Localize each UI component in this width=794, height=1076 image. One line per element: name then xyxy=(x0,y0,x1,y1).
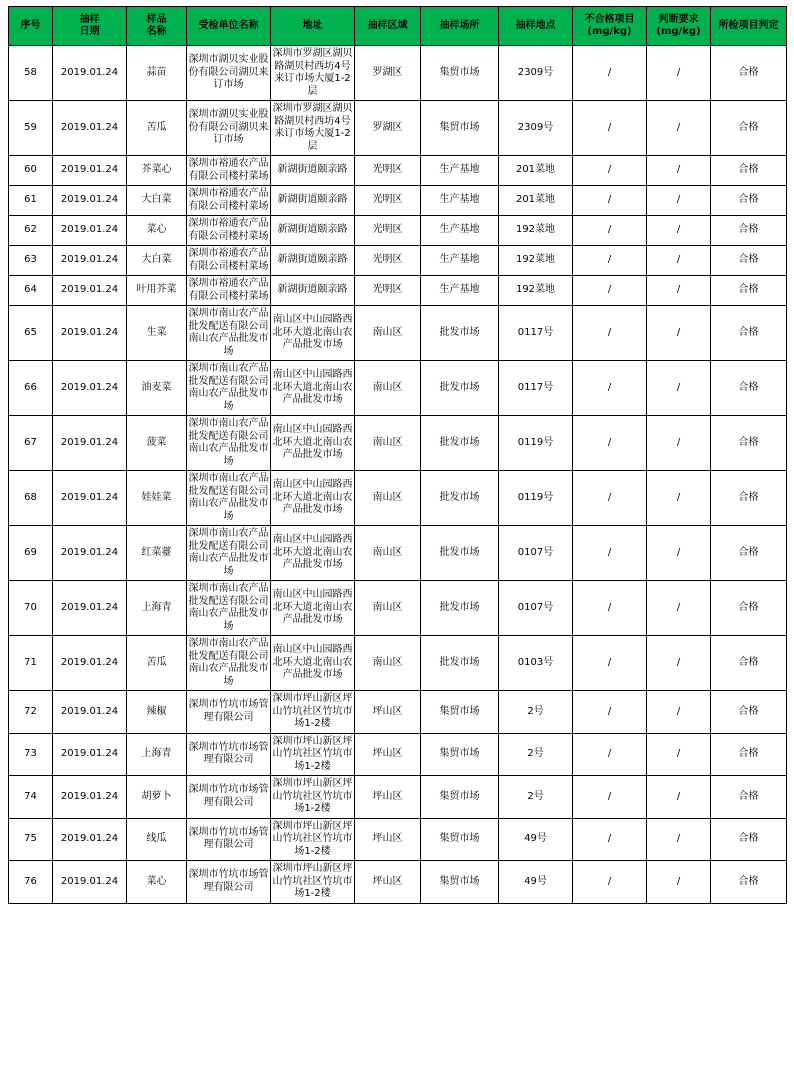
cell-inspected-unit: 深圳市南山农产品批发配送有限公司南山农产品批发市场 xyxy=(187,636,271,691)
cell-place: 集贸市场 xyxy=(421,101,499,156)
cell-conclusion: 合格 xyxy=(711,691,787,734)
cell-address: 南山区中山园路西北环大道北南山农产品批发市场 xyxy=(271,636,355,691)
cell-address: 深圳市坪山新区坪山竹坑社区竹坑市场1-2楼 xyxy=(271,691,355,734)
cell-unqualified: / xyxy=(573,46,647,101)
cell-location: 192菜地 xyxy=(499,246,573,276)
cell-place: 生产基地 xyxy=(421,276,499,306)
cell-place: 集贸市场 xyxy=(421,861,499,904)
table-row xyxy=(9,416,787,471)
column-header-date-line2: 日期 xyxy=(79,26,100,37)
cell-conclusion: 合格 xyxy=(711,101,787,156)
cell-inspected-unit: 深圳市竹坑市场管理有限公司 xyxy=(187,861,271,904)
cell-date: 2019.01.24 xyxy=(53,246,127,276)
cell-place: 批发市场 xyxy=(421,416,499,471)
cell-date: 2019.01.24 xyxy=(53,216,127,246)
cell-area: 南山区 xyxy=(355,471,421,526)
cell-judge-req: / xyxy=(647,471,711,526)
cell-sample-name: 叶用芥菜 xyxy=(127,276,187,306)
cell-sample-name: 苦瓜 xyxy=(127,101,187,156)
cell-inspected-unit: 深圳市湖贝实业股份有限公司湖贝来订市场 xyxy=(187,46,271,101)
cell-inspected-unit: 深圳市南山农产品批发配送有限公司南山农产品批发市场 xyxy=(187,471,271,526)
cell-judge-req: / xyxy=(647,636,711,691)
cell-judge-req: / xyxy=(647,101,711,156)
cell-unqualified: / xyxy=(573,186,647,216)
cell-inspected-unit: 深圳市裕通农产品有限公司楼村菜场 xyxy=(187,246,271,276)
cell-index: 67 xyxy=(9,416,53,471)
cell-place: 集贸市场 xyxy=(421,46,499,101)
table-header xyxy=(9,7,787,46)
cell-index: 64 xyxy=(9,276,53,306)
cell-address: 南山区中山园路西北环大道北南山农产品批发市场 xyxy=(271,471,355,526)
table-row xyxy=(9,636,787,691)
cell-conclusion: 合格 xyxy=(711,416,787,471)
cell-conclusion: 合格 xyxy=(711,526,787,581)
cell-location: 0119号 xyxy=(499,416,573,471)
table-row xyxy=(9,156,787,186)
cell-unqualified: / xyxy=(573,776,647,819)
cell-sample-name: 菜心 xyxy=(127,216,187,246)
cell-sample-name: 大白菜 xyxy=(127,246,187,276)
cell-area: 光明区 xyxy=(355,186,421,216)
cell-place: 集贸市场 xyxy=(421,818,499,861)
cell-address: 新湖街道颐亲路 xyxy=(271,276,355,306)
column-header-sample-name-line1: 样品 xyxy=(146,13,167,25)
cell-index: 59 xyxy=(9,101,53,156)
cell-sample-name: 胡萝卜 xyxy=(127,776,187,819)
cell-conclusion: 合格 xyxy=(711,186,787,216)
cell-index: 70 xyxy=(9,581,53,636)
cell-date: 2019.01.24 xyxy=(53,691,127,734)
cell-sample-name: 红菜薹 xyxy=(127,526,187,581)
cell-date: 2019.01.24 xyxy=(53,861,127,904)
cell-inspected-unit: 深圳市南山农产品批发配送有限公司南山农产品批发市场 xyxy=(187,581,271,636)
cell-area: 罗湖区 xyxy=(355,101,421,156)
cell-date: 2019.01.24 xyxy=(53,776,127,819)
cell-area: 南山区 xyxy=(355,636,421,691)
cell-area: 光明区 xyxy=(355,246,421,276)
cell-index: 76 xyxy=(9,861,53,904)
cell-index: 73 xyxy=(9,733,53,776)
cell-place: 生产基地 xyxy=(421,156,499,186)
cell-conclusion: 合格 xyxy=(711,46,787,101)
cell-judge-req: / xyxy=(647,186,711,216)
cell-date: 2019.01.24 xyxy=(53,276,127,306)
cell-place: 生产基地 xyxy=(421,216,499,246)
cell-inspected-unit: 深圳市湖贝实业股份有限公司湖贝来订市场 xyxy=(187,101,271,156)
cell-address: 深圳市罗湖区湖贝路湖贝村西坊4号来订市场大厦1-2层 xyxy=(271,46,355,101)
cell-index: 68 xyxy=(9,471,53,526)
cell-judge-req: / xyxy=(647,416,711,471)
cell-address: 南山区中山园路西北环大道北南山农产品批发市场 xyxy=(271,526,355,581)
cell-location: 0107号 xyxy=(499,526,573,581)
cell-date: 2019.01.24 xyxy=(53,101,127,156)
cell-index: 58 xyxy=(9,46,53,101)
cell-location: 192菜地 xyxy=(499,276,573,306)
cell-judge-req: / xyxy=(647,246,711,276)
cell-address: 南山区中山园路西北环大道北南山农产品批发市场 xyxy=(271,361,355,416)
cell-conclusion: 合格 xyxy=(711,471,787,526)
cell-address: 新湖街道颐亲路 xyxy=(271,246,355,276)
table-row xyxy=(9,216,787,246)
cell-judge-req: / xyxy=(647,46,711,101)
cell-area: 光明区 xyxy=(355,276,421,306)
column-header-place-line1: 抽样场所 xyxy=(439,19,480,31)
cell-judge-req: / xyxy=(647,691,711,734)
cell-unqualified: / xyxy=(573,861,647,904)
cell-index: 71 xyxy=(9,636,53,691)
cell-area: 坪山区 xyxy=(355,776,421,819)
table-body xyxy=(9,46,787,904)
column-header-index-line1: 序号 xyxy=(20,19,41,31)
cell-sample-name: 辣椒 xyxy=(127,691,187,734)
cell-inspected-unit: 深圳市裕通农产品有限公司楼村菜场 xyxy=(187,216,271,246)
table-row xyxy=(9,526,787,581)
cell-inspected-unit: 深圳市竹坑市场管理有限公司 xyxy=(187,776,271,819)
cell-place: 批发市场 xyxy=(421,306,499,361)
column-header-address xyxy=(271,7,355,46)
column-header-unqualified-line2: (mg/kg) xyxy=(587,26,632,37)
cell-conclusion: 合格 xyxy=(711,776,787,819)
table-row xyxy=(9,818,787,861)
cell-conclusion: 合格 xyxy=(711,216,787,246)
cell-sample-name: 生菜 xyxy=(127,306,187,361)
cell-index: 75 xyxy=(9,818,53,861)
table-row xyxy=(9,471,787,526)
cell-location: 192菜地 xyxy=(499,216,573,246)
cell-index: 69 xyxy=(9,526,53,581)
cell-conclusion: 合格 xyxy=(711,156,787,186)
cell-inspected-unit: 深圳市竹坑市场管理有限公司 xyxy=(187,818,271,861)
cell-index: 63 xyxy=(9,246,53,276)
cell-sample-name: 大白菜 xyxy=(127,186,187,216)
cell-area: 南山区 xyxy=(355,526,421,581)
cell-index: 74 xyxy=(9,776,53,819)
cell-location: 0117号 xyxy=(499,361,573,416)
column-header-location-line1: 抽样地点 xyxy=(515,19,556,31)
cell-sample-name: 苦瓜 xyxy=(127,636,187,691)
cell-sample-name: 线瓜 xyxy=(127,818,187,861)
cell-place: 集贸市场 xyxy=(421,691,499,734)
cell-unqualified: / xyxy=(573,526,647,581)
cell-inspected-unit: 深圳市南山农产品批发配送有限公司南山农产品批发市场 xyxy=(187,526,271,581)
cell-location: 2号 xyxy=(499,733,573,776)
cell-unqualified: / xyxy=(573,636,647,691)
cell-area: 坪山区 xyxy=(355,733,421,776)
cell-area: 光明区 xyxy=(355,216,421,246)
cell-inspected-unit: 深圳市南山农产品批发配送有限公司南山农产品批发市场 xyxy=(187,361,271,416)
cell-date: 2019.01.24 xyxy=(53,361,127,416)
cell-date: 2019.01.24 xyxy=(53,526,127,581)
cell-inspected-unit: 深圳市裕通农产品有限公司楼村菜场 xyxy=(187,156,271,186)
sampling-results-table xyxy=(8,6,787,904)
column-header-unqualified-line1: 不合格项目 xyxy=(584,13,635,25)
column-header-area xyxy=(355,7,421,46)
column-header-inspected-unit-line1: 受检单位名称 xyxy=(198,19,259,31)
cell-index: 60 xyxy=(9,156,53,186)
cell-address: 深圳市坪山新区坪山竹坑社区竹坑市场1-2楼 xyxy=(271,776,355,819)
column-header-unqualified xyxy=(573,7,647,46)
cell-date: 2019.01.24 xyxy=(53,581,127,636)
cell-index: 66 xyxy=(9,361,53,416)
cell-sample-name: 油麦菜 xyxy=(127,361,187,416)
column-header-sample-name-line2: 名称 xyxy=(146,26,167,37)
cell-conclusion: 合格 xyxy=(711,581,787,636)
cell-date: 2019.01.24 xyxy=(53,471,127,526)
cell-location: 2309号 xyxy=(499,46,573,101)
table-header-row xyxy=(9,7,787,46)
column-header-judge-req-line1: 判断要求 xyxy=(658,13,699,25)
cell-location: 201菜地 xyxy=(499,156,573,186)
column-header-index xyxy=(9,7,53,46)
cell-address: 新湖街道颐亲路 xyxy=(271,216,355,246)
cell-date: 2019.01.24 xyxy=(53,733,127,776)
cell-judge-req: / xyxy=(647,306,711,361)
column-header-sample-name xyxy=(127,7,187,46)
cell-sample-name: 上海青 xyxy=(127,581,187,636)
cell-address: 深圳市坪山新区坪山竹坑社区竹坑市场1-2楼 xyxy=(271,861,355,904)
table-row xyxy=(9,581,787,636)
cell-location: 2号 xyxy=(499,776,573,819)
cell-index: 61 xyxy=(9,186,53,216)
cell-unqualified: / xyxy=(573,246,647,276)
cell-unqualified: / xyxy=(573,306,647,361)
cell-address: 南山区中山园路西北环大道北南山农产品批发市场 xyxy=(271,306,355,361)
cell-unqualified: / xyxy=(573,101,647,156)
cell-unqualified: / xyxy=(573,276,647,306)
column-header-judge-req-line2: (mg/kg) xyxy=(656,26,701,37)
cell-location: 0103号 xyxy=(499,636,573,691)
cell-location: 2号 xyxy=(499,691,573,734)
cell-judge-req: / xyxy=(647,818,711,861)
cell-unqualified: / xyxy=(573,691,647,734)
cell-judge-req: / xyxy=(647,361,711,416)
cell-conclusion: 合格 xyxy=(711,861,787,904)
cell-location: 0119号 xyxy=(499,471,573,526)
cell-judge-req: / xyxy=(647,581,711,636)
cell-location: 0107号 xyxy=(499,581,573,636)
cell-date: 2019.01.24 xyxy=(53,306,127,361)
cell-judge-req: / xyxy=(647,216,711,246)
table-row xyxy=(9,776,787,819)
cell-address: 新湖街道颐亲路 xyxy=(271,156,355,186)
cell-date: 2019.01.24 xyxy=(53,46,127,101)
column-header-address-line1: 地址 xyxy=(302,19,323,31)
cell-location: 201菜地 xyxy=(499,186,573,216)
cell-area: 南山区 xyxy=(355,416,421,471)
cell-place: 批发市场 xyxy=(421,526,499,581)
cell-address: 新湖街道颐亲路 xyxy=(271,186,355,216)
cell-conclusion: 合格 xyxy=(711,246,787,276)
cell-address: 南山区中山园路西北环大道北南山农产品批发市场 xyxy=(271,416,355,471)
cell-sample-name: 上海青 xyxy=(127,733,187,776)
cell-index: 65 xyxy=(9,306,53,361)
cell-address: 深圳市坪山新区坪山竹坑社区竹坑市场1-2楼 xyxy=(271,733,355,776)
table-row xyxy=(9,276,787,306)
cell-location: 49号 xyxy=(499,861,573,904)
table-row xyxy=(9,861,787,904)
cell-conclusion: 合格 xyxy=(711,276,787,306)
cell-unqualified: / xyxy=(573,581,647,636)
table-row xyxy=(9,306,787,361)
cell-area: 坪山区 xyxy=(355,691,421,734)
cell-sample-name: 芥菜心 xyxy=(127,156,187,186)
column-header-date-line1: 抽样 xyxy=(79,13,100,25)
cell-place: 批发市场 xyxy=(421,581,499,636)
cell-judge-req: / xyxy=(647,156,711,186)
cell-address: 深圳市坪山新区坪山竹坑社区竹坑市场1-2楼 xyxy=(271,818,355,861)
cell-unqualified: / xyxy=(573,361,647,416)
cell-place: 批发市场 xyxy=(421,471,499,526)
cell-place: 批发市场 xyxy=(421,361,499,416)
column-header-date xyxy=(53,7,127,46)
cell-inspected-unit: 深圳市竹坑市场管理有限公司 xyxy=(187,733,271,776)
cell-judge-req: / xyxy=(647,733,711,776)
cell-judge-req: / xyxy=(647,276,711,306)
column-header-location xyxy=(499,7,573,46)
table-row xyxy=(9,691,787,734)
cell-conclusion: 合格 xyxy=(711,361,787,416)
column-header-judge-req xyxy=(647,7,711,46)
cell-judge-req: / xyxy=(647,526,711,581)
cell-place: 集贸市场 xyxy=(421,776,499,819)
cell-area: 光明区 xyxy=(355,156,421,186)
cell-inspected-unit: 深圳市竹坑市场管理有限公司 xyxy=(187,691,271,734)
cell-area: 南山区 xyxy=(355,581,421,636)
cell-inspected-unit: 深圳市南山农产品批发配送有限公司南山农产品批发市场 xyxy=(187,306,271,361)
cell-area: 罗湖区 xyxy=(355,46,421,101)
cell-sample-name: 菜心 xyxy=(127,861,187,904)
table-row xyxy=(9,46,787,101)
cell-index: 62 xyxy=(9,216,53,246)
table-row xyxy=(9,361,787,416)
cell-conclusion: 合格 xyxy=(711,818,787,861)
cell-sample-name: 菠菜 xyxy=(127,416,187,471)
cell-date: 2019.01.24 xyxy=(53,416,127,471)
cell-area: 南山区 xyxy=(355,361,421,416)
column-header-conclusion xyxy=(711,7,787,46)
cell-unqualified: / xyxy=(573,156,647,186)
cell-date: 2019.01.24 xyxy=(53,818,127,861)
cell-sample-name: 蒜苗 xyxy=(127,46,187,101)
cell-unqualified: / xyxy=(573,818,647,861)
cell-index: 72 xyxy=(9,691,53,734)
cell-conclusion: 合格 xyxy=(711,306,787,361)
cell-unqualified: / xyxy=(573,733,647,776)
cell-sample-name: 娃娃菜 xyxy=(127,471,187,526)
cell-inspected-unit: 深圳市裕通农产品有限公司楼村菜场 xyxy=(187,186,271,216)
cell-date: 2019.01.24 xyxy=(53,156,127,186)
cell-judge-req: / xyxy=(647,861,711,904)
table-row xyxy=(9,246,787,276)
cell-unqualified: / xyxy=(573,416,647,471)
cell-area: 坪山区 xyxy=(355,861,421,904)
column-header-place xyxy=(421,7,499,46)
column-header-inspected-unit xyxy=(187,7,271,46)
cell-location: 2309号 xyxy=(499,101,573,156)
cell-conclusion: 合格 xyxy=(711,636,787,691)
cell-location: 49号 xyxy=(499,818,573,861)
table-row xyxy=(9,186,787,216)
cell-inspected-unit: 深圳市南山农产品批发配送有限公司南山农产品批发市场 xyxy=(187,416,271,471)
cell-place: 批发市场 xyxy=(421,636,499,691)
cell-location: 0117号 xyxy=(499,306,573,361)
cell-conclusion: 合格 xyxy=(711,733,787,776)
table-row xyxy=(9,101,787,156)
column-header-conclusion-line1: 所检项目判定 xyxy=(718,19,779,31)
cell-unqualified: / xyxy=(573,471,647,526)
cell-area: 南山区 xyxy=(355,306,421,361)
cell-judge-req: / xyxy=(647,776,711,819)
cell-date: 2019.01.24 xyxy=(53,636,127,691)
column-header-area-line1: 抽样区域 xyxy=(367,19,408,31)
cell-unqualified: / xyxy=(573,216,647,246)
cell-area: 坪山区 xyxy=(355,818,421,861)
cell-place: 集贸市场 xyxy=(421,733,499,776)
cell-address: 南山区中山园路西北环大道北南山农产品批发市场 xyxy=(271,581,355,636)
cell-place: 生产基地 xyxy=(421,186,499,216)
cell-inspected-unit: 深圳市裕通农产品有限公司楼村菜场 xyxy=(187,276,271,306)
cell-address: 深圳市罗湖区湖贝路湖贝村西坊4号来订市场大厦1-2层 xyxy=(271,101,355,156)
cell-date: 2019.01.24 xyxy=(53,186,127,216)
table-row xyxy=(9,733,787,776)
cell-place: 生产基地 xyxy=(421,246,499,276)
